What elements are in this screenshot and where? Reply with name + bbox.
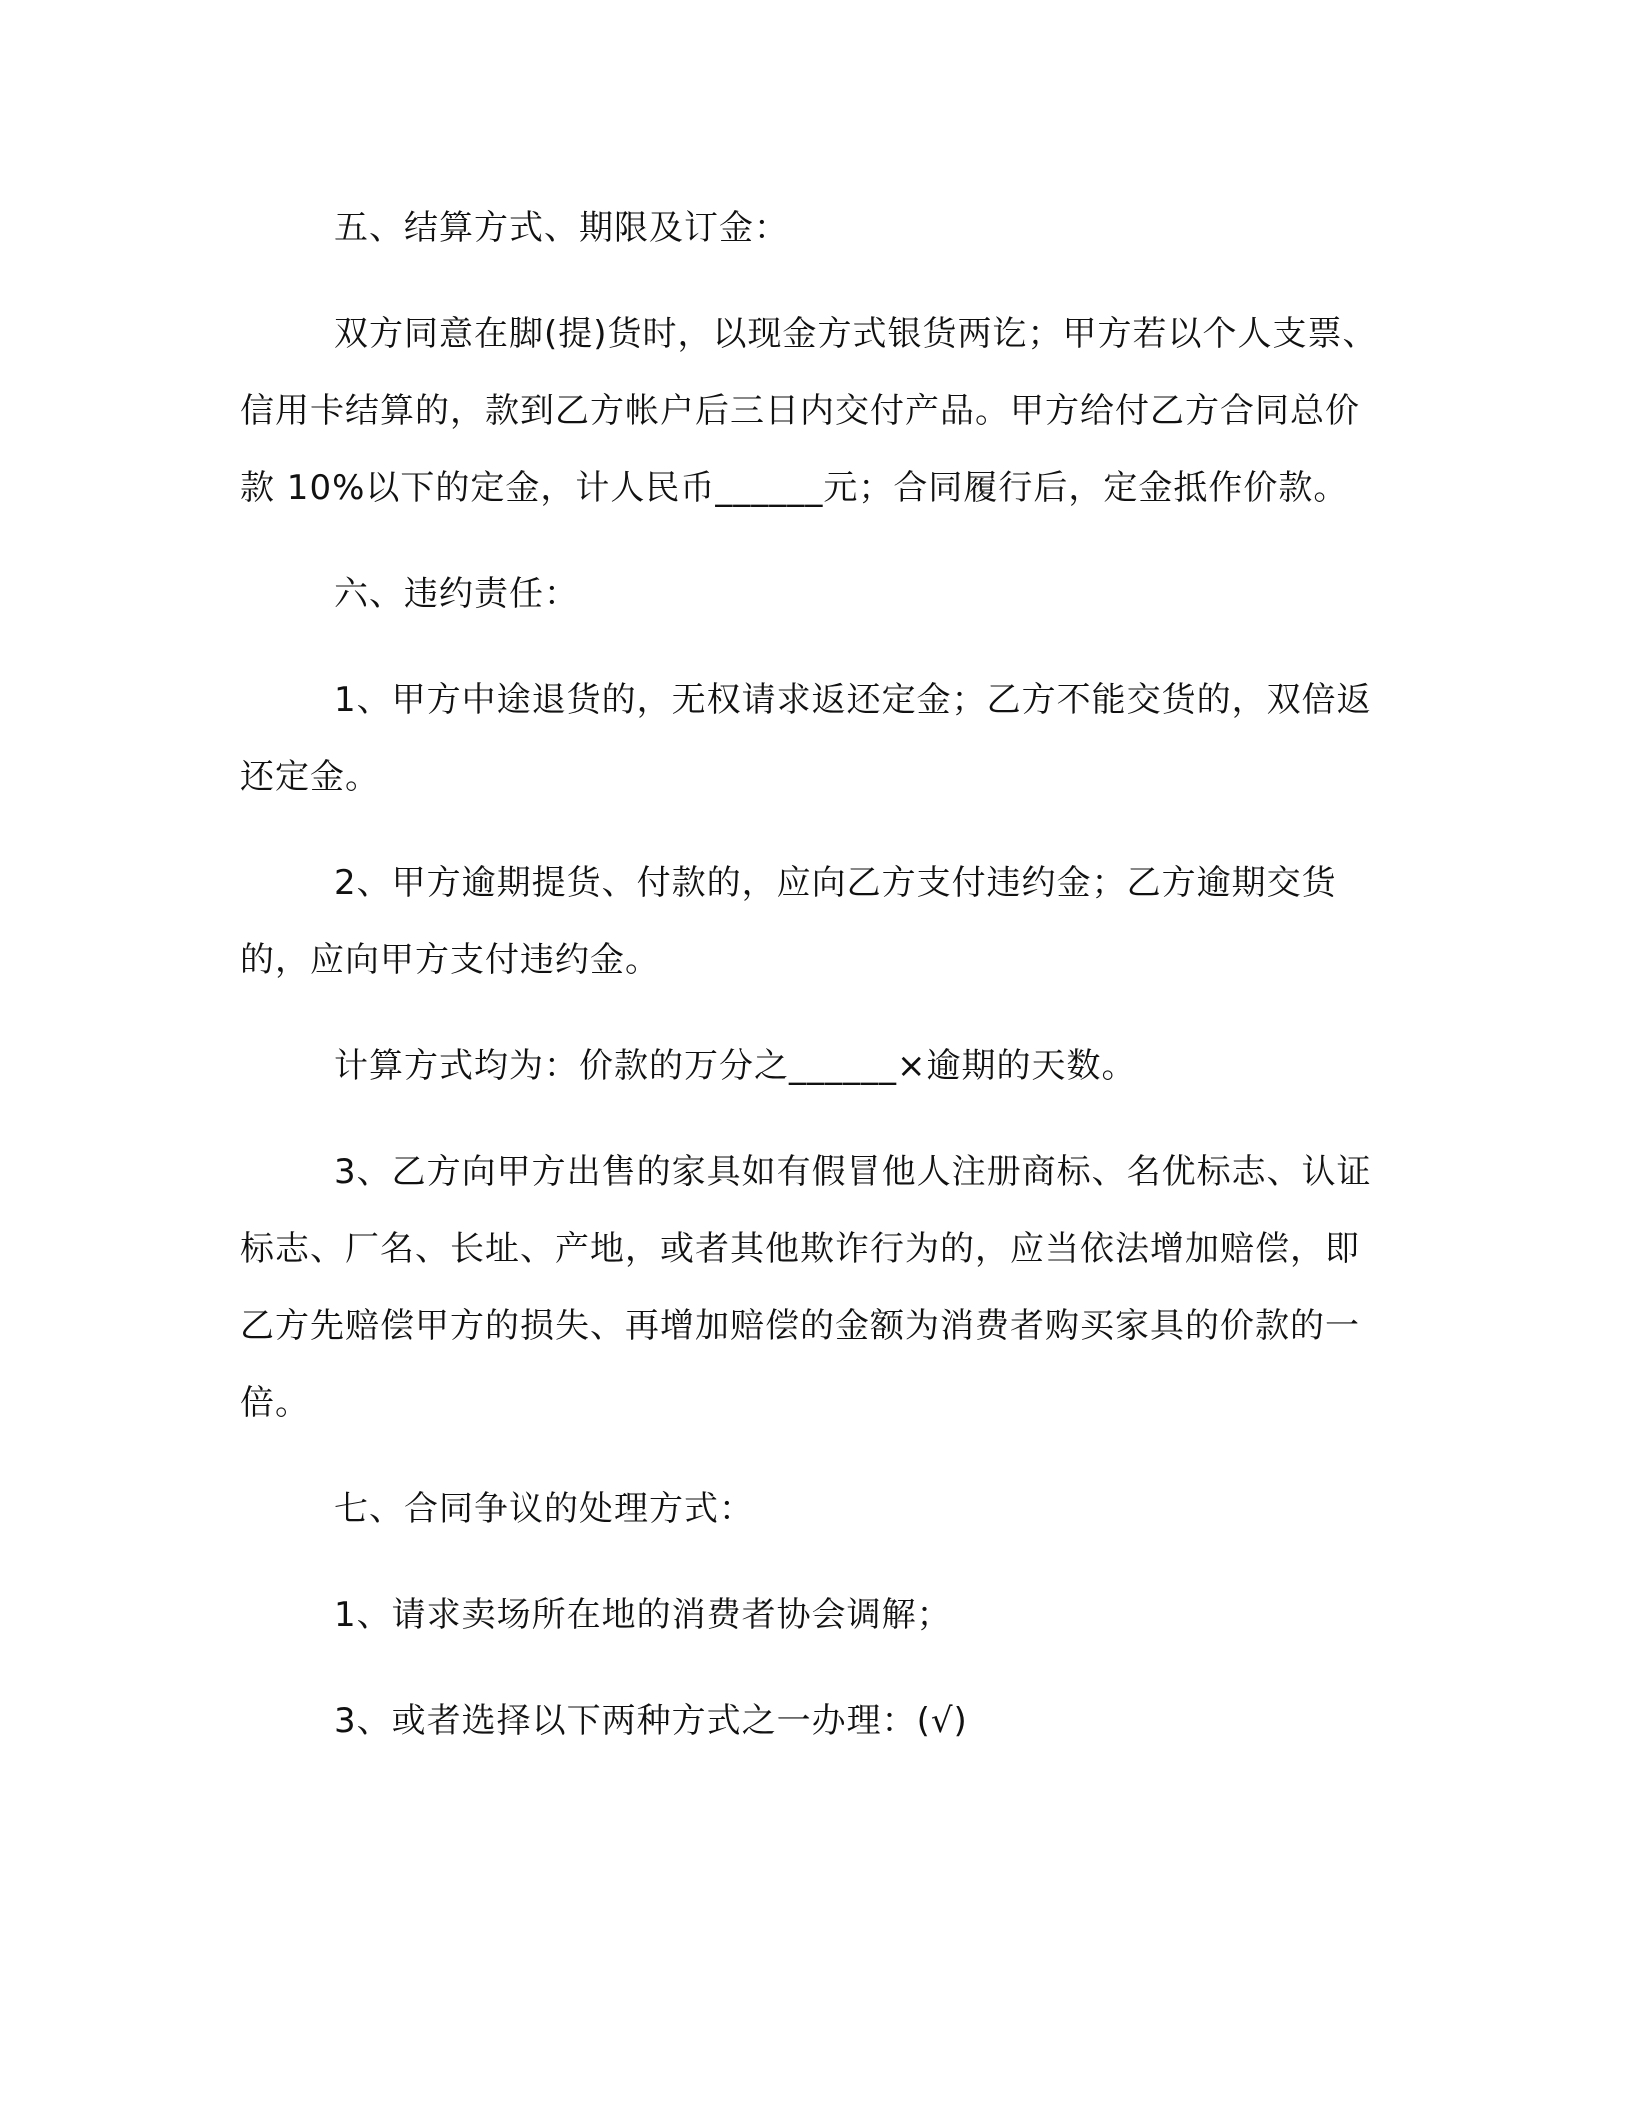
- section-heading-settlement: 五、结算方式、期限及订金：: [334, 208, 789, 248]
- paragraph-dispute-1: 1、请求卖场所在地的消费者协会调解；: [334, 1595, 952, 1635]
- section-heading-liability: 六、违约责任：: [334, 574, 579, 614]
- paragraph-liability-2: 2、甲方逾期提货、付款的，应向乙方支付违约金；乙方逾期交货的，应向甲方支付违约金。: [240, 863, 1337, 980]
- paragraph-settlement-terms: 双方同意在脚(提)货时，以现金方式银货两讫；甲方若以个人支票、信用卡结算的，款到乙方帐户后三日内交付产品。甲方给付乙方合同总价款 10%以下的定金，计人民币______元；合同履行后，定金抵作价款。: [240, 314, 1378, 508]
- section-heading-dispute: 七、合同争议的处理方式：: [334, 1489, 754, 1529]
- paragraph-liability-3: 3、乙方向甲方出售的家具如有假冒他人注册商标、名优标志、认证标志、厂名、长址、产地，或者其他欺诈行为的，应当依法增加赔偿，即乙方先赔偿甲方的损失、再增加赔偿的金额为消费者购买家具的价款的一倍。: [240, 1152, 1372, 1423]
- document-body: [240, 190, 1380, 1760]
- paragraph-dispute-3: 3、或者选择以下两种方式之一办理：(√): [334, 1701, 968, 1741]
- paragraph-liability-1: 1、甲方中途退货的，无权请求返还定金；乙方不能交货的，双倍返还定金。: [240, 680, 1372, 797]
- paragraph-calculation-method: 计算方式均为：价款的万分之______×逾期的天数。: [334, 1046, 1137, 1086]
